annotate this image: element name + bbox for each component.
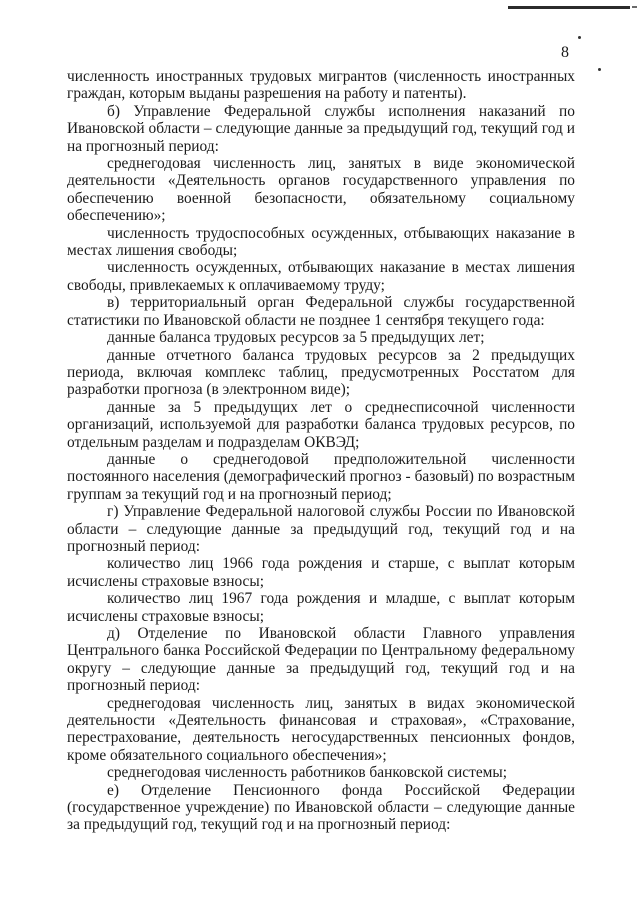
scan-speck	[598, 68, 601, 71]
page-number: 8	[561, 44, 569, 61]
paragraph-15: среднегодовая численность лиц, занятых в видах экономической деятельности «Деятельность финансовая и страховая», «Страхование, перестрахование, деятельность негосударственных пенсионных фондов, кроме обязательного социального обеспечения»;	[67, 694, 575, 764]
paragraph-14: д) Отделение по Ивановской области Главного управления Центрального банка Российской Федерации по Центральному федеральному округу – следующие данные за предыдущий год, текущий год и на прогнозный период:	[67, 625, 575, 695]
paragraph-1: численность иностранных трудовых мигрантов (численность иностранных граждан, которым выданы разрешения на работу и патенты).	[67, 68, 575, 103]
paragraph-12: количество лиц 1966 года рождения и старше, с выплат которым исчислены страховые взносы;	[67, 555, 575, 590]
paragraph-6: в) территориальный орган Федеральной службы государственной статистики по Ивановской области не позднее 1 сентября текущего года:	[67, 294, 575, 329]
paragraph-5: численность осужденных, отбывающих наказание в местах лишения свободы, привлекаемых к оплачиваемому труду;	[67, 259, 575, 294]
paragraph-7: данные баланса трудовых ресурсов за 5 предыдущих лет;	[107, 329, 485, 347]
paragraph-3: среднегодовая численность лиц, занятых в виде экономической деятельности «Деятельность органов государственного управления по обеспечению военной безопасности, обязательному социальному обеспечению»;	[67, 155, 575, 225]
paragraph-11: г) Управление Федеральной налоговой службы России по Ивановской области – следующие данные за предыдущий год, текущий год и на прогнозный период:	[67, 503, 575, 555]
paragraph-10: данные о среднегодовой предположительной численности постоянного населения (демографический прогноз - базовый) по возрастным группам за текущий год и на прогнозный период;	[67, 450, 575, 503]
paragraph-9: данные за 5 предыдущих лет о среднесписочной численности организаций, используемой для разработки баланса трудовых ресурсов, по отдельным разделам и подразделам ОКВЭД;	[67, 398, 575, 451]
scan-top-rule-tail	[632, 6, 637, 8]
paragraph-16: среднегодовая численность работников банковской системы;	[107, 764, 508, 782]
paragraph-4: численность трудоспособных осужденных, отбывающих наказание в местах лишения свободы;	[67, 224, 575, 260]
paragraph-2: б) Управление Федеральной службы исполнения наказаний по Ивановской области – следующие данные за предыдущий год, текущий год и на прогнозный период:	[67, 102, 575, 155]
scan-speck	[578, 36, 581, 39]
paragraph-17: е) Отделение Пенсионного фонда Российской Федерации (государственное учреждение) по Ивановской области – следующие данные за предыдущий год, текущий год и на прогнозный период:	[67, 781, 575, 834]
scan-top-rule	[508, 6, 630, 9]
document-body	[67, 68, 575, 834]
paragraph-13: количество лиц 1967 года рождения и младше, с выплат которым исчислены страховые взносы;	[67, 590, 575, 625]
paragraph-8: данные отчетного баланса трудовых ресурсов за 2 предыдущих периода, включая комплекс таблиц, предусмотренных Росстатом для разработки прогноза (в электронном виде);	[67, 346, 575, 399]
